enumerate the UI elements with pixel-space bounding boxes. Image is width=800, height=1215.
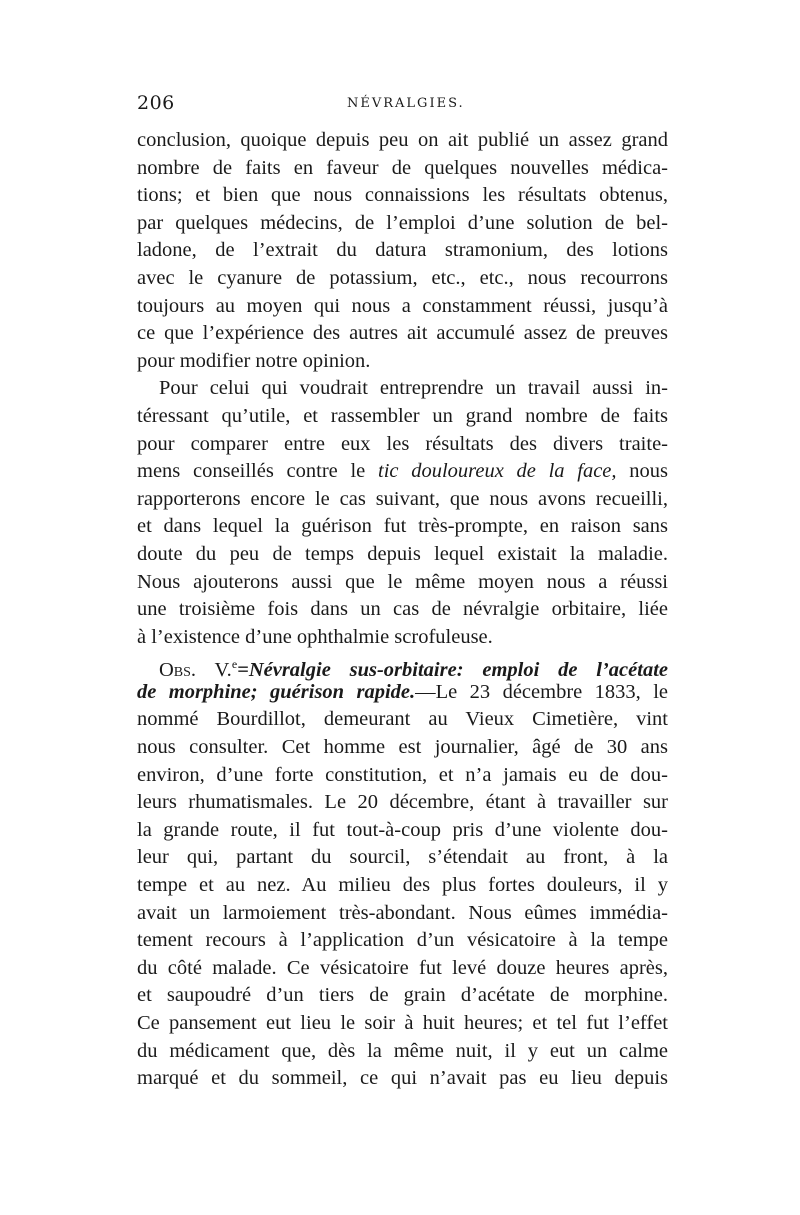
text-line: toujours au moyen qui nous a constamment réussi, jusqu’à xyxy=(137,294,668,317)
text-line: et saupoudré d’un tiers de grain d’acétate de morphine. xyxy=(137,984,668,1007)
text-line: à l’existence d’une ophthalmie scrofuleuse. xyxy=(137,625,493,648)
italic-phrase: tic douloureux de la face, xyxy=(378,460,617,483)
text-line: une troisième fois dans un cas de névralgie orbitaire, liée xyxy=(137,598,668,621)
text-line: téressant qu’utile, et rassembler un grand nombre de faits xyxy=(137,404,668,427)
text-line: du médicament que, dès la même nuit, il y eut un calme xyxy=(137,1039,668,1062)
page-header xyxy=(137,92,668,120)
running-head: NÉVRALGIES. xyxy=(347,96,465,111)
text-segment: nous xyxy=(616,460,668,483)
text-line: environ, d’une forte constitution, et n’a jamais eu de dou- xyxy=(137,763,668,786)
text-line: leur qui, partant du sourcil, s’étendait au front, à la xyxy=(137,846,668,869)
text-line: pour modifier notre opinion. xyxy=(137,349,371,372)
text-line: Ce pansement eut lieu le soir à huit heures; et tel fut l’effet xyxy=(137,1012,668,1034)
text-line-mixed xyxy=(137,679,668,707)
text-line: tempe et au nez. Au milieu des plus fortes douleurs, il y xyxy=(137,874,668,897)
text-line: ce que l’expérience des autres ait accumulé assez de preuves xyxy=(137,322,668,345)
text-line: avec le cyanure de potassium, etc., etc., nous recourrons xyxy=(137,266,668,289)
text-line: ladone, de l’extrait du datura stramonium, des lotions xyxy=(137,239,668,262)
text-line: leurs rhumatismales. Le 20 décembre, étant à travailler sur xyxy=(137,791,668,814)
obs-label: Obs. V. xyxy=(159,659,232,682)
obs-superscript: e xyxy=(231,657,238,672)
text-line: avait un larmoiement très-abondant. Nous eûmes immédia- xyxy=(137,901,668,924)
page-number: 206 xyxy=(137,92,175,114)
text-line: nombre de faits en faveur de quelques nouvelles médica- xyxy=(137,156,668,179)
text-line: du côté malade. Ce vésicatoire fut levé douze heures après, xyxy=(137,956,668,979)
text-line: doute du peu de temps depuis lequel existait la maladie. xyxy=(137,542,668,565)
text-line: Nous ajouterons aussi que le même moyen nous a réussi xyxy=(137,570,668,593)
text-segment: —Le 23 décembre 1833, le xyxy=(415,680,668,703)
text-line: rapporterons encore le cas suivant, que nous avons recueilli, xyxy=(137,487,668,510)
text-line: marqué et du sommeil, ce qui n’avait pas eu lieu depuis xyxy=(137,1067,668,1090)
text-segment: mens conseillés contre le xyxy=(137,460,378,483)
obs-title: =Névralgie sus-orbitaire: emploi de l’acétate xyxy=(237,659,668,682)
text-line: Pour celui qui voudrait entreprendre un travail aussi in- xyxy=(159,377,668,400)
text-line: et dans lequel la guérison fut très-prompte, en raison sans xyxy=(137,515,668,538)
text-line: par quelques médecins, de l’emploi d’une solution de bel- xyxy=(137,211,668,234)
text-line-mixed xyxy=(137,458,668,486)
body-text xyxy=(137,127,668,1093)
text-line: tions; et bien que nous connaissions les résultats obtenus, xyxy=(137,184,668,207)
text-line: pour comparer entre eux les résultats des divers traite- xyxy=(137,432,668,455)
text-line: la grande route, il fut tout-à-coup pris d’une violente dou- xyxy=(137,818,668,841)
observation-heading xyxy=(137,651,668,682)
obs-title-continued: de morphine; guérison rapide. xyxy=(137,680,416,703)
text-line: nommé Bourdillot, demeurant au Vieux Cimetière, vint xyxy=(137,708,668,731)
text-line: tement recours à l’application d’un vésicatoire à la tempe xyxy=(137,929,668,952)
text-line: conclusion, quoique depuis peu on ait publié un assez grand xyxy=(137,129,668,151)
text-line: nous consulter. Cet homme est journalier, âgé de 30 ans xyxy=(137,736,668,759)
